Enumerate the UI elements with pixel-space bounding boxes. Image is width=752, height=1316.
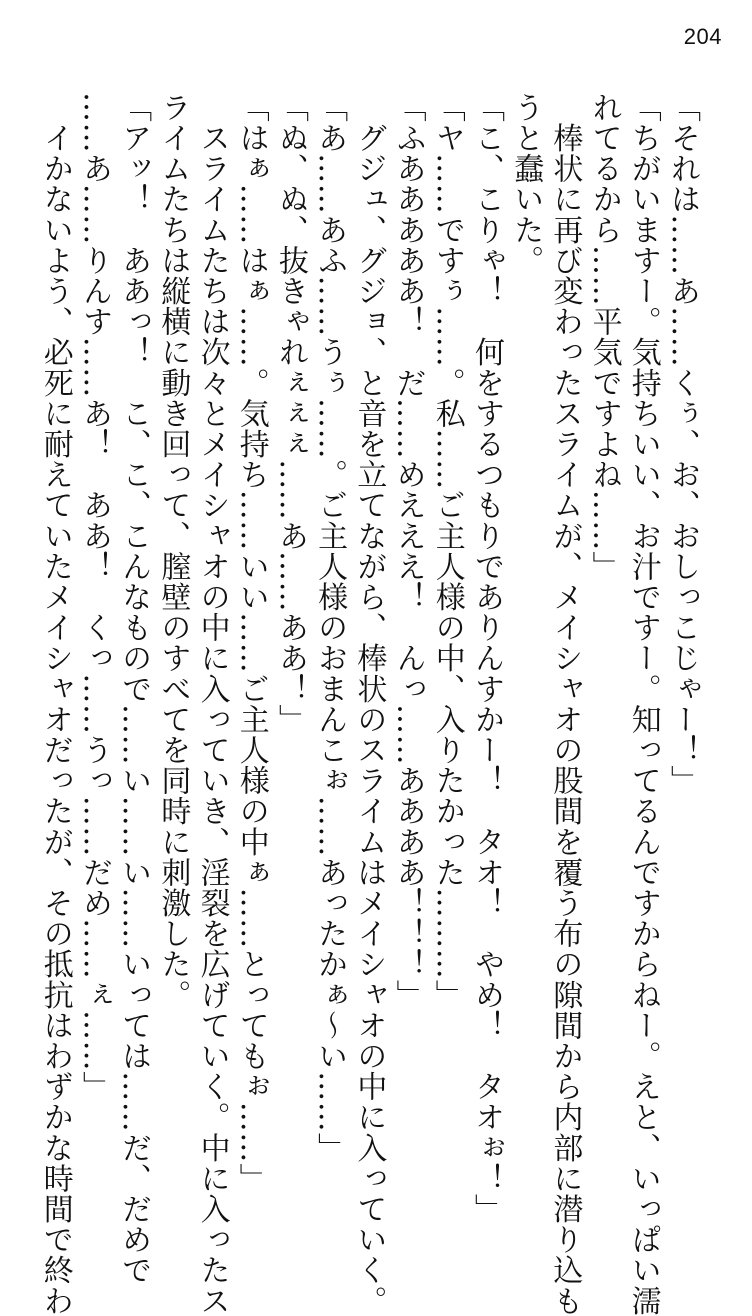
text-line: 「はぁ……はぁ……。気持ち……いい……ご主人様の中ぁ……とってもぉ……」 bbox=[233, 92, 269, 1194]
text-line: 「あ……あふ……うぅ……。ご主人様のおまんこぉ……あったかぁ〜い……」 bbox=[312, 92, 348, 1163]
page-number: 204 bbox=[683, 24, 722, 49]
text-line: 「ヤ……ですぅ……。私……ご主人様の中、入りたかった………」 bbox=[429, 92, 465, 1010]
text-line: スライムたちは次々とメイシャオの中に入っていき、淫裂を広げていく。中に入ったス bbox=[194, 92, 230, 1316]
text-line: 「ふあああああ！ だ……めえええ！ んっ……ああああ！！！」 bbox=[390, 92, 426, 1010]
text-line: グジュ、グジョ、と音を立てながら、棒状のスライムはメイシャオの中に入っていく。 bbox=[351, 92, 387, 1316]
text-line: 「ぬ、ぬ、抜きゃれぇぇぇ……あ……ああ！」 bbox=[272, 92, 308, 735]
text-line: 「ちがいますー。気持ちいい、お汁ですー。知ってるんですからねー。えと、いっぱい濡 bbox=[625, 92, 661, 1316]
text-line: 「こ、こりゃ！ 何をするつもりでありんすかー！ タオ！ やめ！ タオぉ！」 bbox=[468, 92, 504, 1225]
novel-text-block bbox=[37, 92, 702, 1316]
text-line: うと蠢いた。 bbox=[508, 92, 544, 276]
text-line: ……あ……りんす……あ！ ああ！ くっ……うっ……だめ……ぇ……」 bbox=[76, 92, 112, 1102]
text-line: 「アッ！ ああっ！ こ、こ、こんなもので……い……い……いっては……だ、だめで bbox=[116, 92, 152, 1286]
text-line: れてるから……平気ですよね……」 bbox=[586, 92, 622, 582]
text-line: 棒状に再び変わったスライムが、メイシャオの股間を覆う布の隙間から内部に潜り込も bbox=[547, 92, 583, 1316]
text-line: ライムたちは縦横に動き回って、膣壁のすべてを同時に刺激した。 bbox=[155, 92, 191, 1010]
text-line: イかないよう、必死に耐えていたメイシャオだったが、その抵抗はわずかな時間で終わ bbox=[37, 92, 73, 1316]
text-line: 「それは……あ……くぅ、お、おしっこじゃー！」 bbox=[665, 92, 700, 796]
